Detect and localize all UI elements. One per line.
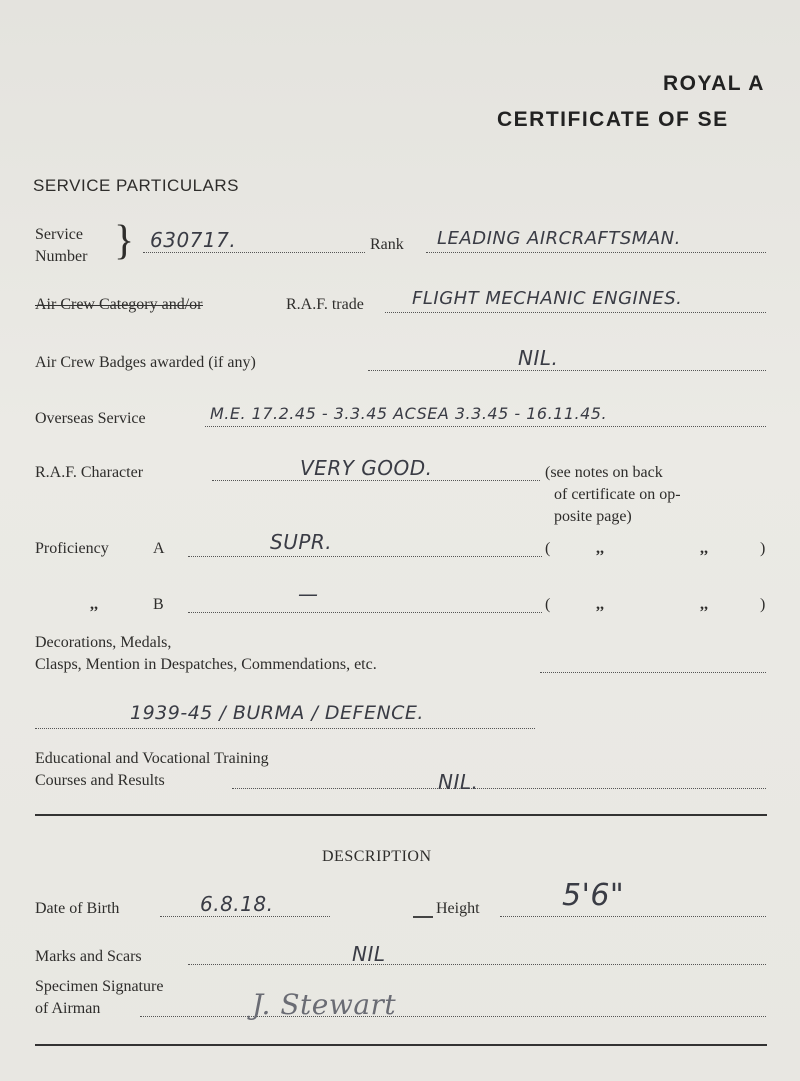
service-number-brace: }	[114, 218, 135, 264]
training-label-line1: Educational and Vocational Training	[35, 750, 269, 767]
service-number-line	[143, 252, 365, 253]
proficiency-b-ditto-1: ,,	[596, 596, 604, 613]
proficiency-a-ditto-1: ,,	[596, 540, 604, 557]
service-number-value: 630717.	[150, 228, 237, 252]
rank-value: LEADING AIRCRAFTSMAN.	[437, 228, 681, 249]
badges-line	[368, 370, 766, 371]
proficiency-b-ditto: ,,	[90, 596, 98, 613]
decorations-label-line2: Clasps, Mention in Despatches, Commendations, etc.	[35, 656, 377, 673]
proficiency-a-paren-open: (	[545, 540, 551, 557]
proficiency-a-label: Proficiency	[35, 540, 109, 557]
description-title: DESCRIPTION	[322, 848, 432, 865]
section-divider	[35, 814, 767, 816]
proficiency-b-paren-open: (	[545, 596, 551, 613]
overseas-value: M.E. 17.2.45 - 3.3.45 ACSEA 3.3.45 - 16.11.45.	[210, 404, 608, 423]
rank-line	[426, 252, 766, 253]
marks-label: Marks and Scars	[35, 948, 142, 965]
proficiency-a-paren-close: )	[760, 540, 766, 557]
proficiency-b-value: —	[298, 582, 319, 606]
character-note-line2: of certificate on op-	[554, 486, 681, 503]
bottom-divider	[35, 1044, 767, 1046]
character-note-line3: posite page)	[554, 508, 632, 525]
signature-value: J. Stewart	[252, 988, 397, 1021]
trade-line	[385, 312, 766, 313]
height-line	[500, 916, 766, 917]
training-label-line2: Courses and Results	[35, 772, 165, 789]
character-note-line1: (see notes on back	[545, 464, 663, 481]
overseas-label: Overseas Service	[35, 410, 146, 427]
height-underline	[413, 916, 433, 918]
header-title-line2: CERTIFICATE OF SE	[497, 108, 729, 131]
proficiency-b-line	[188, 612, 542, 613]
signature-label-line1: Specimen Signature	[35, 978, 164, 995]
training-value: NIL.	[438, 770, 479, 794]
dob-line	[160, 916, 330, 917]
badges-label: Air Crew Badges awarded (if any)	[35, 354, 256, 371]
proficiency-a-ditto-2: ,,	[700, 540, 708, 557]
proficiency-b-ditto-2: ,,	[700, 596, 708, 613]
decorations-value: 1939-45 / BURMA / DEFENCE.	[130, 702, 424, 724]
badges-value: NIL.	[518, 346, 559, 370]
header-title-line1: ROYAL A	[663, 72, 765, 95]
marks-value: NIL	[352, 942, 386, 966]
signature-label-line2: of Airman	[35, 1000, 101, 1017]
proficiency-b-letter: B	[153, 596, 164, 613]
air-crew-category-struck: Air Crew Category and/or	[35, 296, 203, 313]
character-value: VERY GOOD.	[300, 456, 433, 480]
dob-label: Date of Birth	[35, 900, 120, 917]
trade-value: FLIGHT MECHANIC ENGINES.	[412, 288, 683, 309]
decorations-label-line1: Decorations, Medals,	[35, 634, 172, 651]
overseas-line	[205, 426, 766, 427]
dob-value: 6.8.18.	[200, 892, 274, 916]
proficiency-b-paren-close: )	[760, 596, 766, 613]
proficiency-a-line	[188, 556, 542, 557]
proficiency-a-letter: A	[153, 540, 165, 557]
character-line	[212, 480, 540, 481]
service-number-label-2: Number	[35, 248, 88, 265]
rank-label: Rank	[370, 236, 404, 253]
trade-struck-label	[35, 296, 203, 314]
decorations-line-1	[540, 672, 766, 673]
training-line	[232, 788, 766, 789]
height-value: 5'6"	[562, 878, 625, 913]
section-title: SERVICE PARTICULARS	[33, 176, 240, 195]
decorations-line-2	[35, 728, 535, 729]
marks-line	[188, 964, 766, 965]
service-number-label-1: Service	[35, 226, 83, 243]
character-label: R.A.F. Character	[35, 464, 144, 481]
proficiency-a-value: SUPR.	[270, 530, 333, 554]
height-label: Height	[436, 900, 480, 917]
signature-line	[140, 1016, 766, 1017]
trade-label: R.A.F. trade	[286, 296, 364, 313]
